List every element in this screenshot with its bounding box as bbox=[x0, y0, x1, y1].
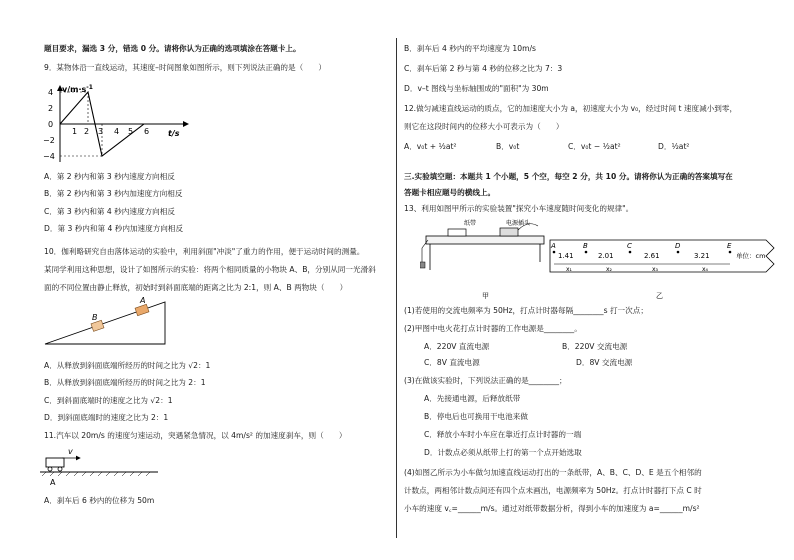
q12-option-d: D．½at² bbox=[658, 142, 690, 151]
q13-p2-option-d: D．8V 交流电源 bbox=[576, 358, 633, 367]
tape-x2: x₂ bbox=[606, 266, 612, 273]
car-point-label: A bbox=[50, 478, 56, 487]
q13-part-1: (1)若使用的交流电频率为 50Hz，打点计时器每隔________s 打一次点； bbox=[404, 306, 648, 315]
spark-timer bbox=[500, 228, 518, 236]
car-velocity-label: v bbox=[68, 447, 73, 456]
block-a bbox=[135, 304, 149, 315]
xtick-6: 6 bbox=[144, 127, 150, 136]
tape-figure bbox=[546, 236, 778, 300]
q10-line-2: 某同学利用这种思想，设计了如图所示的实验：将两个相同质量的小物块 A、B，分别从同一光滑斜 bbox=[44, 265, 376, 274]
xtick-3: 3 bbox=[98, 127, 104, 136]
vt-graph bbox=[40, 80, 200, 166]
q13-part-3: (3)在做该实验时，下列说法正确的是________； bbox=[404, 376, 567, 385]
tape-value-4: 3.21 bbox=[694, 252, 710, 260]
q9-option-b: B．第 2 秒内和第 3 秒内加速度方向相反 bbox=[44, 189, 183, 198]
q13-part-4-line-3: 小车的速度 v꜀=______m/s。通过对纸带数据分析，得到小车的加速度为 a=______m/s² bbox=[404, 504, 700, 513]
ytick-0: 0 bbox=[48, 120, 54, 129]
q10-line-3: 面的不同位置由静止释放，初始时到斜面底端的距离之比为 2:1，则 A、B 两物块（ ） bbox=[44, 283, 348, 292]
q13-p3-option-a: A．先接通电源，后释放纸带 bbox=[424, 394, 521, 403]
xtick-5: 5 bbox=[128, 127, 134, 136]
section3-line-2: 答题卡相应题号的横线上。 bbox=[404, 188, 496, 197]
label-b: B bbox=[92, 313, 98, 322]
xtick-2: 2 bbox=[84, 127, 90, 136]
q10-option-d: D．到斜面底端时的速度之比为 2：1 bbox=[44, 413, 169, 422]
section-intro: 题目要求，漏选 3 分，错选 0 分。请将你认为正确的选项填涂在答题卡上。 bbox=[44, 44, 301, 53]
figure-jia-caption: 甲 bbox=[482, 292, 489, 300]
paper-tape-label: 纸带 bbox=[464, 220, 477, 227]
track bbox=[426, 236, 544, 244]
ytick-4: 4 bbox=[48, 88, 54, 97]
q13-p3-option-c: C．释放小车时小车应在靠近打点计时器的一端 bbox=[424, 430, 582, 439]
q12-line-1: 12.做匀减速直线运动的质点，它的加速度大小为 a，初速度大小为 v₀，经过时间 t 速度减小到零， bbox=[404, 104, 738, 113]
car-body bbox=[46, 458, 64, 467]
tape-point-d: D bbox=[675, 242, 681, 250]
weight bbox=[420, 262, 425, 268]
tape-point-b: B bbox=[583, 242, 588, 250]
tape-point-e: E bbox=[727, 242, 732, 250]
tape-x3: x₃ bbox=[652, 266, 658, 273]
car-wheel-front bbox=[58, 467, 62, 471]
left-column bbox=[0, 0, 396, 560]
q13-p2-option-b: B．220V 交流电源 bbox=[562, 342, 628, 351]
q13-p2-option-c: C．8V 直流电源 bbox=[424, 358, 480, 367]
ytick-neg4: −4 bbox=[43, 152, 55, 161]
tape-value-2: 2.01 bbox=[598, 252, 614, 260]
incline-diagram bbox=[40, 294, 170, 350]
tape-x4: x₄ bbox=[702, 266, 708, 273]
tape-x1: x₁ bbox=[566, 266, 572, 273]
section3-line-1: 三.实验填空题：本题共 1 个小题，5 个空，每空 2 分，共 10 分。请将你认为正确的答案填写在 bbox=[404, 172, 733, 181]
q9-option-c: C．第 3 秒内和第 4 秒内速度方向相反 bbox=[44, 207, 175, 216]
figure-yi-caption: 乙 bbox=[656, 292, 663, 300]
tape-unit: 单位：cm bbox=[736, 252, 766, 260]
q13-p3-option-b: B．停电后也可换用干电池来做 bbox=[424, 412, 528, 421]
cart bbox=[448, 229, 466, 236]
q12-option-a: A．v₀t + ½at² bbox=[404, 142, 457, 151]
tape-point-a: A bbox=[551, 242, 556, 250]
right-column bbox=[396, 0, 794, 560]
label-a: A bbox=[140, 296, 146, 305]
ytick-neg2: −2 bbox=[43, 136, 55, 145]
q11-option-b: B．刹车后 4 秒内的平均速度为 10m/s bbox=[404, 44, 536, 53]
q9-option-d: D．第 3 秒内和第 4 秒内加速度方向相反 bbox=[44, 224, 184, 233]
q12-option-b: B．v₀t bbox=[496, 142, 520, 151]
power-plug-label: 电源插头 bbox=[506, 220, 531, 227]
q13-stem: 13、利用如图甲所示的实验装置"探究小车速度随时间变化的规律"。 bbox=[404, 204, 634, 213]
q11-option-d: D．v–t 图线与坐标轴围成的"面积"为 30m bbox=[404, 84, 549, 93]
q10-line-1: 10．伽利略研究自由落体运动的实验中，利用斜面"冲淡"了重力的作用，便于运动时间的测量。 bbox=[44, 247, 365, 256]
car-wheel-rear bbox=[48, 467, 52, 471]
q9-option-a: A．第 2 秒内和第 3 秒内速度方向相反 bbox=[44, 172, 175, 181]
q11-stem: 11.汽车以 20m/s 的速度匀速运动，突遇紧急情况，以 4m/s² 的加速度刹车，则（ ） bbox=[44, 431, 347, 440]
q12-line-2: 则它在这段时间内的位移大小可表示为（ ） bbox=[404, 122, 564, 131]
q10-option-c: C．到斜面底端时的速度之比为 √2：1 bbox=[44, 396, 173, 405]
q11-option-c: C．刹车后第 2 秒与第 4 秒的位移之比为 7：3 bbox=[404, 64, 563, 73]
xtick-1: 1 bbox=[72, 127, 78, 136]
y-axis-label: $v/m\cdot s^{-1}$ bbox=[62, 84, 93, 94]
tape-value-1: 1.41 bbox=[558, 252, 574, 260]
tape-point-c: C bbox=[627, 242, 632, 250]
q13-part-4-line-2: 计数点，两相邻计数点间还有四个点未画出，电源频率为 50Hz。打点计时器打下点 C 时 bbox=[404, 486, 702, 495]
q13-part-4-line-1: (4)如图乙所示为小车做匀加速直线运动打出的一条纸带，A、B、C、D、E 是五个相邻的 bbox=[404, 468, 702, 477]
tape-value-3: 2.61 bbox=[644, 252, 660, 260]
car-diagram bbox=[40, 446, 160, 488]
q10-option-a: A．从释放到斜面底端所经历的时间之比为 √2：1 bbox=[44, 361, 211, 370]
ytick-2: 2 bbox=[48, 104, 54, 113]
q13-p3-option-d: D．计数点必须从纸带上打的第一个点开始选取 bbox=[424, 448, 582, 457]
x-axis-label: t/s bbox=[168, 129, 180, 138]
q12-option-c: C．v₀t − ½at² bbox=[568, 142, 621, 151]
q11-option-a: A．刹车后 6 秒内的位移为 50m bbox=[44, 496, 155, 505]
xtick-4: 4 bbox=[114, 127, 120, 136]
apparatus-figure bbox=[420, 218, 550, 302]
q9-stem: 9．某物体沿一直线运动，其速度–时间图象如图所示，则下列说法正确的是（ ） bbox=[44, 63, 326, 72]
q13-p2-option-a: A．220V 直流电源 bbox=[424, 342, 490, 351]
q10-option-b: B．从释放到斜面底端所经历的时间之比为 2：1 bbox=[44, 378, 206, 387]
q13-part-2: (2)甲图中电火花打点计时器的工作电源是________。 bbox=[404, 324, 582, 333]
